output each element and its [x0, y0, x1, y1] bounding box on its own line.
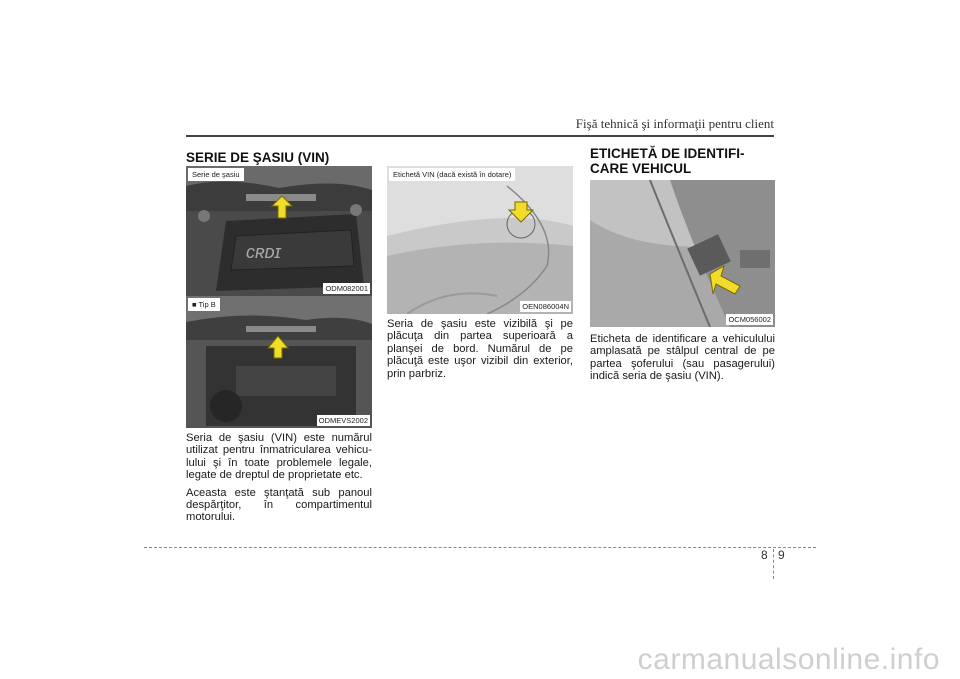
engine-photo-1 [186, 166, 372, 296]
photo-caption: Etichetă VIN (dacă există în dotare) [389, 168, 515, 181]
photo-caption: ■ Tip B [188, 298, 220, 311]
chapter-number: 8 [761, 548, 768, 562]
svg-text:ᴄʀᴅɪ: ᴄʀᴅɪ [246, 242, 282, 262]
paragraph: Aceasta este ştanţată sub panoul despărţitor, în compartimentul motorului. [186, 486, 372, 524]
photo-caption: Serie de şasiu [188, 168, 244, 181]
pillar-photo [590, 180, 775, 327]
engine-illustration-1 [186, 166, 372, 296]
dashboard-illustration [387, 166, 573, 314]
paragraph: Seria de şasiu este vizibilă şi pe plăcuţa din partea superioară a planşei de bord. Numărul de pe plăcuţă este uşor vizibil din exterior, prin parbriz. [387, 318, 573, 380]
photo-code: OCM056002 [728, 315, 771, 324]
left-body-text [186, 432, 372, 529]
engine-illustration-2 [186, 296, 372, 428]
photo-code: ODM082001 [325, 284, 368, 293]
heading-line: ETICHETĂ DE IDENTIFI- [590, 146, 745, 161]
page-number: 9 [778, 548, 785, 562]
watermark: carmanualsonline.info [637, 643, 940, 676]
paragraph: Seria de şasiu (VIN) este numărul utilizat pentru înmatricularea vehiculului şi în toate problemele legale, legate de dreptul de proprietate etc. [186, 432, 372, 482]
engine-photo-2 [186, 296, 372, 428]
section-heading-vin: SERIE DE ŞASIU (VIN) [186, 150, 330, 165]
middle-body-text [387, 318, 573, 385]
photo-code: OEN086004N [522, 302, 569, 311]
heading-line: CARE VEHICUL [590, 161, 692, 176]
photo-code: ODMEVS2002 [318, 416, 368, 425]
header-rule [186, 135, 774, 137]
pillar-illustration [590, 180, 775, 327]
dashboard-photo [387, 166, 573, 314]
running-header: Fişă tehnică şi informaţii pentru client [575, 116, 774, 131]
footer-rule [144, 547, 816, 548]
section-heading-id-label [590, 146, 780, 176]
page-number-separator [773, 549, 774, 579]
paragraph: Eticheta de identificare a vehiculului amplasată pe stâlpul central de pe partea şoferului (sau pasagerului) indică seria de şasiu (VIN). [590, 333, 775, 383]
right-body-text [590, 333, 775, 388]
